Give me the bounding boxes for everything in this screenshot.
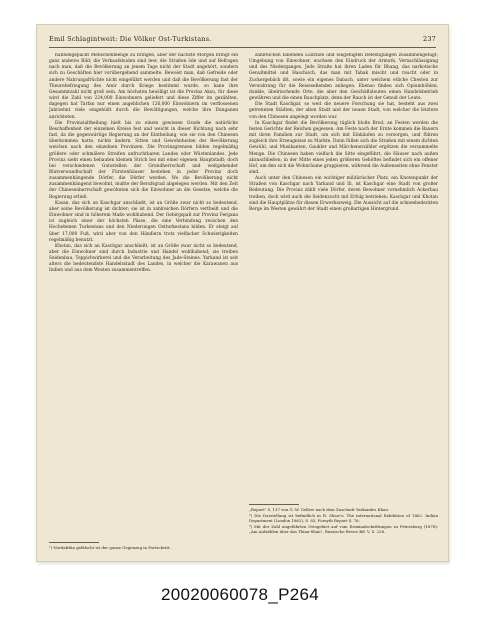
paragraph: Kasan, das sich an Kaschgar anschließt, ist an Größe zwar nicht so bedeutend, aber seine Bevölkerung ist dichter; sie ist in zahlreichen Dörfern vertheilt und die Einwohner sind in höherem Maße wohlhabend. Der Gebirgspaß zur Provinz Fergana ist zugleich einer der höchsten Pässe, die eine Verbindung zwischen den Hochebenen Turkestans und den Niederungen Ostturkestans bilden. Er steigt auf über 17,000 Fuß, wird aber von den Händlern trotz vielfacher Schwierigkeiten regelmäßig benutzt. bbox=[49, 200, 238, 243]
paragraph: Auch unter den Chinesen ein wichtiger militärischer Platz, ein Knotenpunkt der Straßen von Kaschgar nach Yarkand und Ili, ist Kaschgar eine Stadt von großer Bedeutung. Die Provinz zählt viele Dörfer, deren Bewohner vornehmlich Ackerbau treiben, doch wird auch die Seidenzucht mit Erfolg betrieben; Kaschgar und Khotan sind die Hauptplätze für diesen Erwerbszweig. Die Aussicht auf die schneebedeckten Berge im Westen gewährt der Stadt einen großartigen Hintergrund. bbox=[249, 176, 438, 212]
footnote: „Report" S. 137 von G. W. Gellew nach dem Zuschnitt Yarkandes Khan. bbox=[249, 507, 390, 512]
left-text-column bbox=[49, 53, 238, 549]
page-number: 237 bbox=[422, 35, 436, 43]
paragraph: hunnengepackt Menschenmenge zu bringen, aber der nächste Morgen bringt ein ganz anderes Bild; die Verkaufsbuden sind leer, die Straßen öde und auf Befragen nach man, daß die Bevölkerung an jenem Tage nicht der Stadt angehört, sondern sich zu Geschäften hier vorübergehend sammelte. Beweist man, daß Gefreide oder andere Nahrungsfrüchte nicht eingeführt werden und daß die Bevölkerung fast der Theurebefriegung des Amir durch Kriege bestimmt wurde, so kann ihre Gesammtzahl nicht groß sein. Am höchsten bewilligt ist die Provinz Aksu, für diese wird die Zahl von 224,000 Einwohnern geliefert und diese Ziffer im gezählten, dagegen hat Tarfan nur einen angeblichen 126,000 Einwohnern im verflossenen Jahrzehnt viele eingebüßt durch die Bewältigungen, welche ihre Dunganen anrichteten. bbox=[49, 53, 238, 120]
scan-identifier-caption: 20020060078_P264 bbox=[161, 585, 319, 604]
paragraph: zahlreichen fallenden Lüdchen und eingefügten Befestigungen zusammengefügt; Umgebung von Einwohner, wachsen den Eindruck der Armuth, Vernachlässigung und des Niederganges. Jede Straße hat ihren Laden für Bhang, das narkotische Genußmittel und Haschisch, das man mit Tabak mischt und raucht oder in Zuckergebäck ißt, sowie ein eigenes Dabach, unter welchem etliche Chesten zur Verwahrung für die Reiseseßenden anliegen. Ebenso finden sich Opiumhöhlen, dunkle, übelriechende Orte, die aber den Geschäftsleuten einen Handelsbetrieb gewähren und die einen Rauchplatz, denn der Rauch ist der Genuß der Leute. bbox=[249, 53, 438, 102]
paragraph: In Kaschgar findet die Bevölkerung täglich bloße Brod; an Festen werden die festen Gerichte der Reichen gegessen. Am Feste nach der Ernte kommen die Bauern mit ihren Familien zur Stadt, um sich mit Einkäufen zu versorgen, und führen zugleich ihre Erzeugnisse zu Markte. Dann füllen sich die Straßen mit einem dichten Gewühl, und Musikanten, Gaukler und Märchenerzähler ergötzen die versammelte Menge. Die Chinesen haben vielfach die Sitte eingeführt, die Häuser nach außen abzuschließen; in der Mitte eines jeden größeren Gehöftes befindet sich ein offener Hof, um den sich die Wohnräume gruppieren, während die Außenseiten ohne Fenster sind. bbox=[249, 120, 438, 175]
footnote: ¹) Nordafrika gefälscht ist der ganze Gegenzug in Fortschritt. bbox=[49, 545, 171, 550]
page-header bbox=[49, 33, 436, 45]
right-text-column bbox=[249, 53, 438, 521]
paragraph: Die Stadt Kaschgar, so weit die neuere Forschung sie hat, besteht aus zwei getrennten Städten, der alten Stadt und der neuen Stadt, von welcher die letztere von den Chinesen angelegt worden war. bbox=[249, 102, 438, 120]
footnotes-right bbox=[249, 507, 438, 535]
footnote: ²) Die Darstellung ist befindlich in R. Shaw's: The international Exhibition of 1862. Indian Department (London 1862), S. 83, Forsyth Report S. 76. bbox=[249, 512, 438, 524]
paragraph: Die Provinzialtheilung hielt bis zu einem gewissen Grade die natürliche Beschaffenheit der einzelnen Kreise fest und weicht in dieser Richtung nach sehr fast, da die gegenwärtige Regierung an der Eintheilung, wie sie von den Chinesen überkommen hatte, nichts ändern. Sitten und Gewohnheiten der Bevölkerung weichen nach den einzelnen Provinzen. Die Provinzgrenzen bilden regelmäßig größere oder schmälere Streifen unfruchtbaren Landes oder Wüstenlandes. Jede Provinz sieht einen bebauten kleinen Strich bei mit einer eigenen Hauptstadt; doch bei verschiedenen Gutsstellen der Grundherrschaft und weitgehender Blutverwandtschaft der Fürstenhäuser bestehen in jeder Provinz doch zusammenhängende Dörfer, die Dörfer werden. Wo die Bevölkerung nicht zusammenhängend bewohnt, mußte der Berufsgrad abgelegen werden. Mit den Zeit der Chinesenherrschaft gewöhnten sich die Einwohner an die Gesetze, welche die Regierung erließ. bbox=[49, 120, 238, 200]
running-head: Emil Schlagintweit: Die Völker Ost-Turkistans. bbox=[49, 35, 212, 43]
footnote-rule bbox=[249, 504, 299, 505]
footnote: ³) Mit der Zahl angeführten Ortsgebiet auf vom Eriminalschriftungen zu Petersburg (1878): „Am Aufzählen über das Thian-Shan", Russische Revue Bd. V, S. 228. bbox=[249, 523, 438, 535]
footnote-rule bbox=[49, 542, 99, 543]
scanned-book-page bbox=[36, 24, 449, 562]
header-rule bbox=[49, 47, 436, 48]
paragraph: Khotan, das sich an Kaschgar anschließt, ist an Größe zwar nicht so bedeutend, aber die Einwohner sind durch Industrie und Handel wohlhabend; sie treiben Seidenbau, Teppichwirkerei und die Verarbeitung des Jade-Steines. Yarkand ist seit alters die bedeutendste Handelsstadt des Landes, in welcher die Karawanen aus Indien und aus dem Westen zusammentreffen. bbox=[49, 243, 238, 274]
footnotes-left bbox=[49, 545, 238, 551]
